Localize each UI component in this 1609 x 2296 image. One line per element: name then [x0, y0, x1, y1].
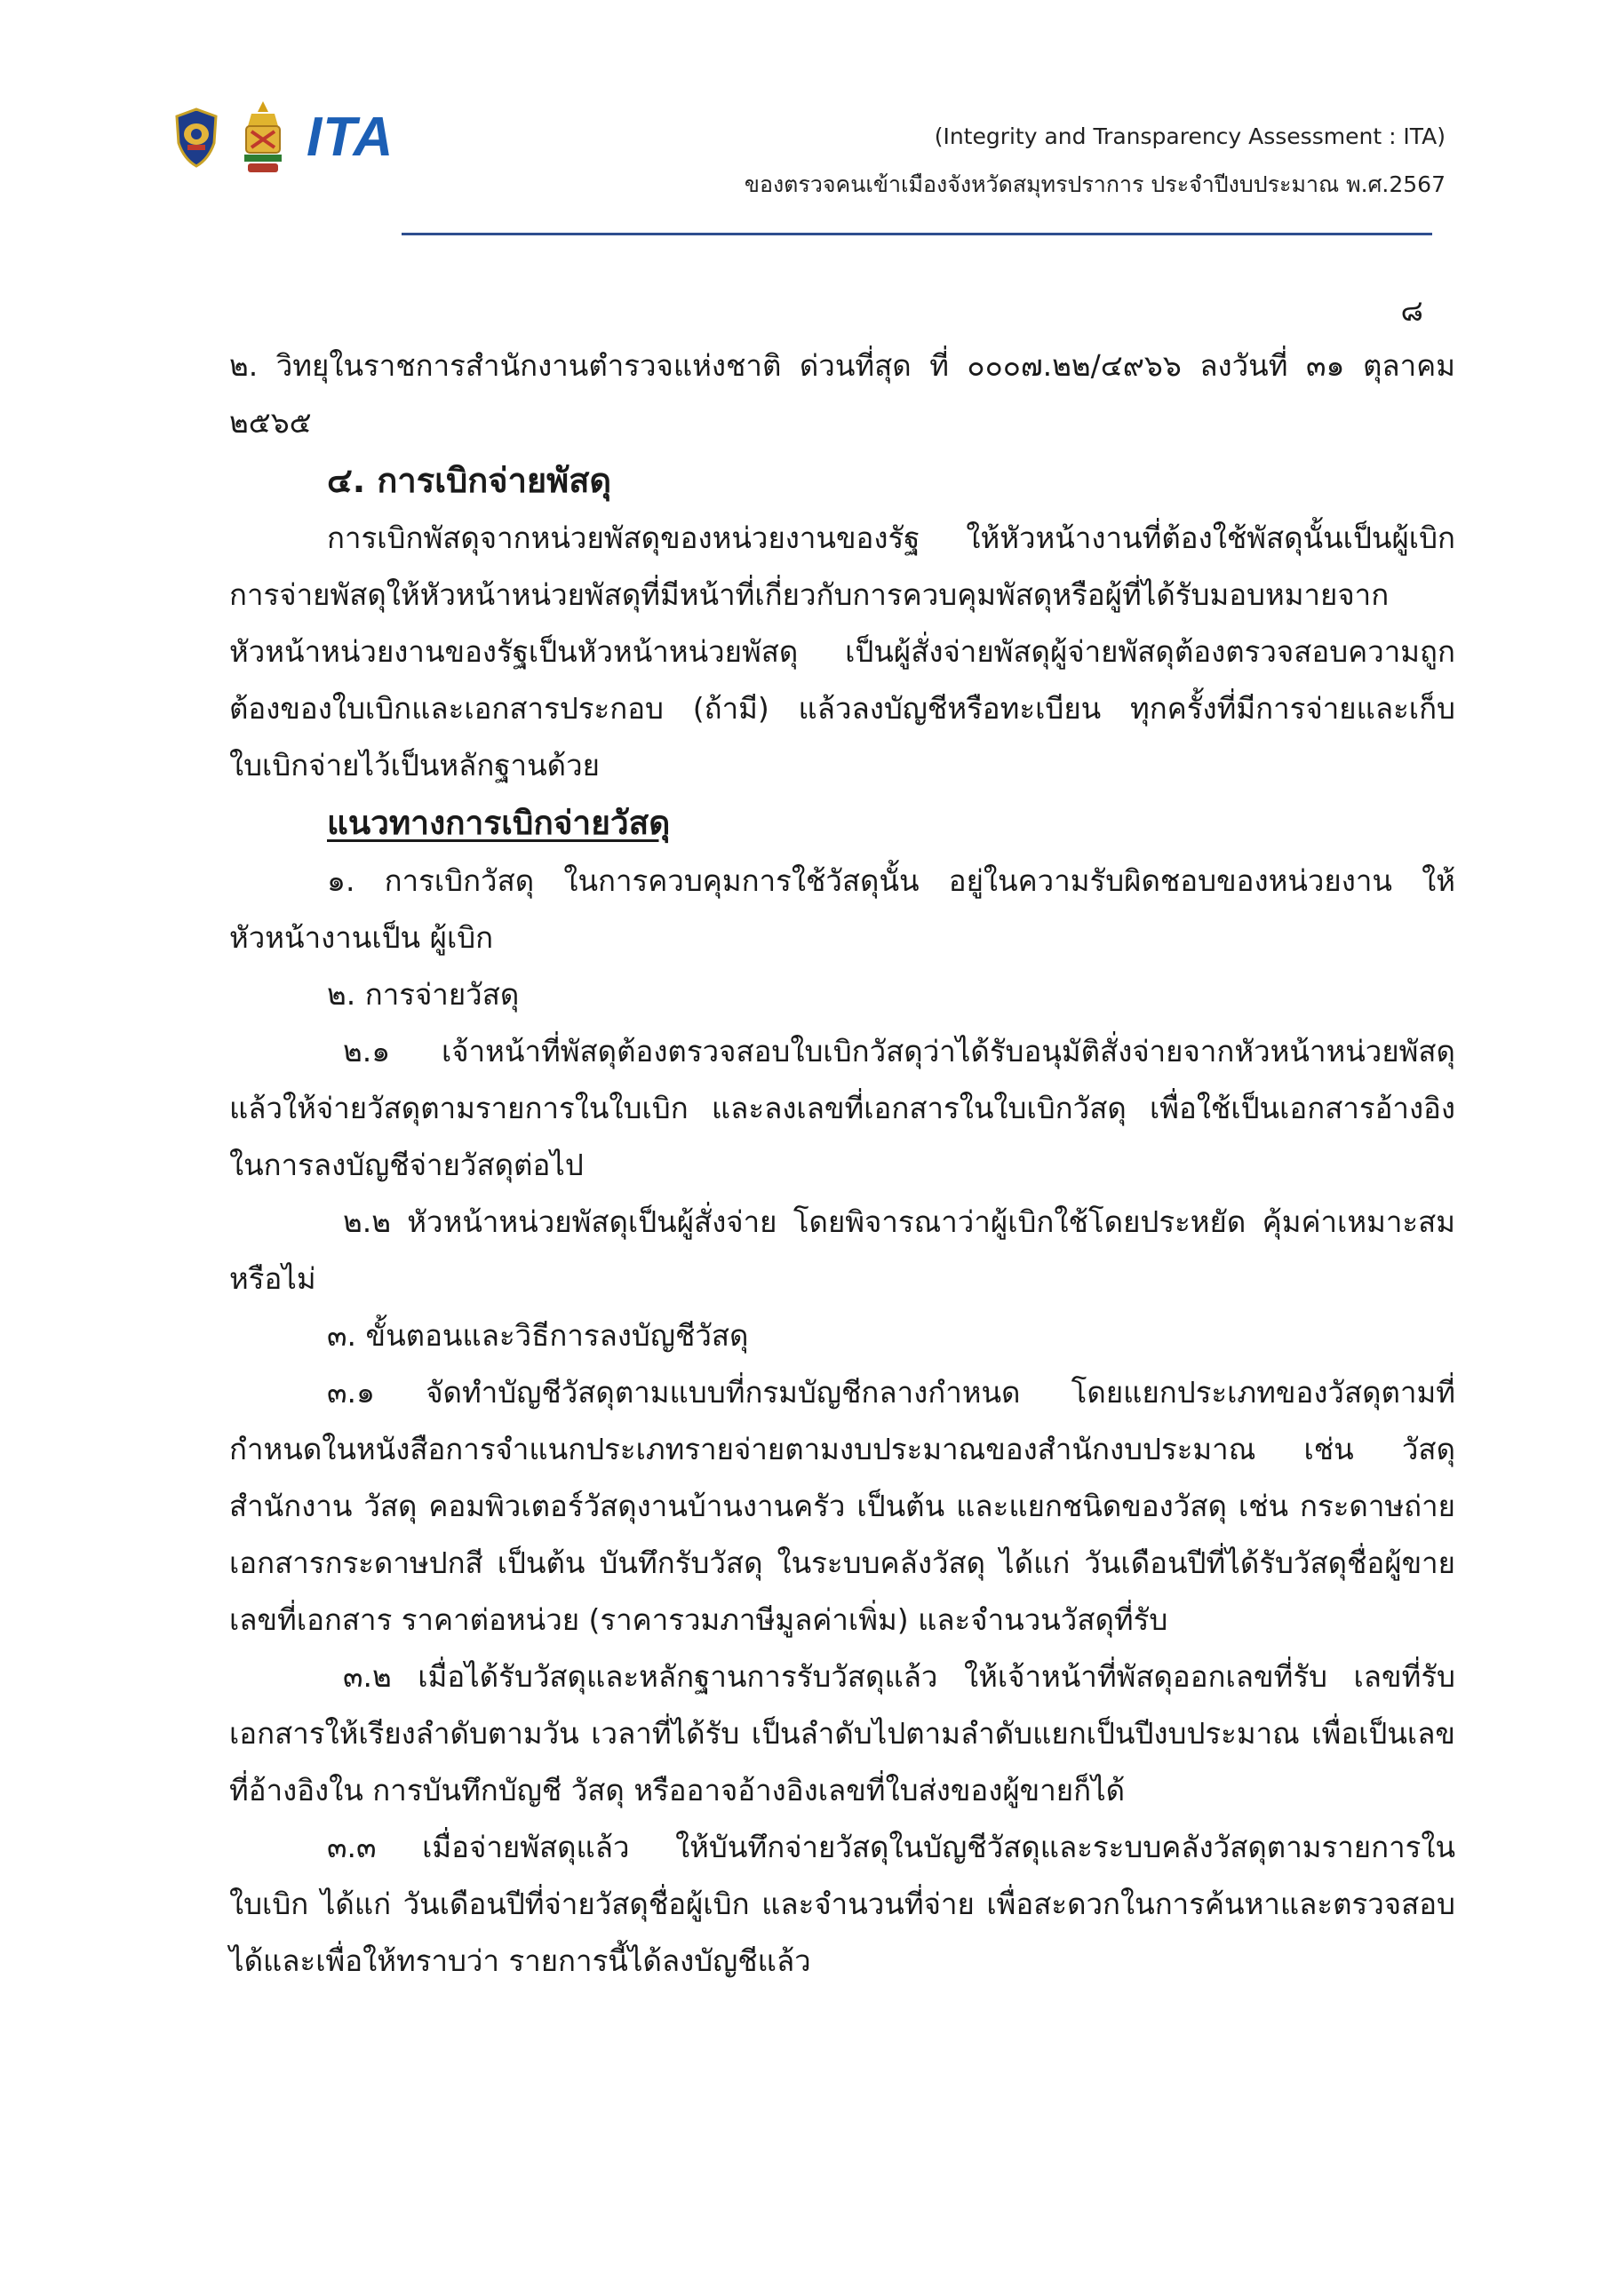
item-1: ๑. การเบิกวัสดุ ในการควบคุมการใช้วัสดุนั้น อยู่ในความรับผิดชอบของหน่วยงาน ให้หัวหน้างานเป็น ผู้เบิก — [229, 863, 1455, 955]
item-2-1: ๒.๑ เจ้าหน้าที่พัสดุต้องตรวจสอบใบเบิกวัสดุว่าได้รับอนุมัติสั่งจ่ายจากหัวหน้าหน่วยพัสดุแล้วให้จ่ายวัสดุตามรายการในใบเบิก และลงเลขที่เอกสารในใบเบิกวัสดุ เพื่อใช้เป็นเอกสารอ้างอิงในการลงบัญชีจ่ายวัสดุต่อไป — [229, 1034, 1455, 1182]
item-3-2: ๓.๒ เมื่อได้รับวัสดุและหลักฐานการรับวัสดุแล้ว ให้เจ้าหน้าที่พัสดุออกเลขที่รับ เลขที่รับเอกสารให้เรียงลำดับตามวัน เวลาที่ได้รับ เป็นลำดับไปตามลำดับแยกเป็นปีงบประมาณ เพื่อเป็นเลขที่อ้างอิงใน การบันทึกบัญชี วัสดุ หรืออาจอ้างอิงเลขที่ใบส่งของผู้ขายก็ได้ — [229, 1659, 1455, 1807]
header-divider — [402, 233, 1432, 235]
guideline-heading-text: แนวทางการเบิกจ่ายวัสดุ — [327, 804, 671, 842]
header-info — [745, 119, 1446, 203]
item-3: ๓. ขั้นตอนและวิธีการลงบัญชีวัสดุ — [327, 1318, 749, 1353]
section-4-heading: ๔. การเบิกจ่ายพัสดุ — [327, 461, 612, 500]
document-body — [229, 284, 1455, 1990]
item-3-1: ๓.๑ จัดทำบัญชีวัสดุตามแบบที่กรมบัญชีกลางกำหนด โดยแยกประเภทของวัสดุตามที่ กำหนดในหนังสือการจำแนกประเภทรายจ่ายตามงบประมาณของสำนักงบประมาณ เช่น วัสดุสำนักงาน วัสดุ คอมพิวเตอร์วัสดุงานบ้านงานครัว เป็นต้น และแยกชนิดของวัสดุ เช่น กระดาษถ่ายเอกสารกระดาษปกสี เป็นต้น บันทึกรับวัสดุ ในระบบคลังวัสดุ ได้แก่ วันเดือนปีที่ได้รับวัสดุชื่อผู้ขาย เลขที่เอกสาร ราคาต่อหน่วย (ราคารวมภาษีมูลค่าเพิ่ม) และจำนวนวัสดุที่รับ — [229, 1375, 1455, 1637]
item-3-3: ๓.๓ เมื่อจ่ายพัสดุแล้ว ให้บันทึกจ่ายวัสดุในบัญชีวัสดุและระบบคลังวัสดุตามรายการในใบเบิก ได้แก่ วันเดือนปีที่จ่ายวัสดุชื่อผู้เบิก และจำนวนที่จ่าย เพื่อสะดวกในการค้นหาและตรวจสอบได้และเพื่อให้ทราบว่า รายการนี้ได้ลงบัญชีแล้ว — [229, 1830, 1455, 1978]
guideline-heading — [229, 794, 1455, 853]
page-number: ๘ — [1400, 293, 1423, 328]
header-subtitle-th: ของตรวจคนเข้าเมืองจังหวัดสมุทรปราการ ประจำปีงบประมาณ พ.ศ.2567 — [744, 171, 1446, 197]
royal-crest-icon — [239, 99, 287, 176]
header-title-en: (Integrity and Transparency Assessment : ITA) — [934, 123, 1446, 149]
reference-paragraph: ๒. วิทยุในราชการสำนักงานตำรวจแห่งชาติ ด่วนที่สุด ที่ ๐๐๐๗.๒๒/๔๙๖๖ ลงวันที่ ๓๑ ตุลาคม ๒๕๖๕ — [229, 348, 1455, 440]
ita-logo-text: ITA — [307, 107, 394, 168]
page-header — [0, 0, 1609, 249]
section-4-paragraph: การเบิกพัสดุจากหน่วยพัสดุของหน่วยงานของรัฐ ให้หัวหน้างานที่ต้องใช้พัสดุนั้นเป็นผู้เบิก การจ่ายพัสดุให้หัวหน้าหน่วยพัสดุที่มีหน้าที่เกี่ยวกับการควบคุมพัสดุหรือผู้ที่ได้รับมอบหมายจากหัวหน้าหน่วยงานของรัฐเป็นหัวหน้าหน่วยพัสดุ เป็นผู้สั่งจ่ายพัสดุผู้จ่ายพัสดุต้องตรวจสอบความถูกต้องของใบเบิกและเอกสารประกอบ (ถ้ามี) แล้วลงบัญชีหรือทะเบียน ทุกครั้งที่มีการจ่ายและเก็บใบเบิกจ่ายไว้เป็นหลักฐานด้วย — [229, 520, 1455, 783]
logo-group — [173, 99, 394, 176]
item-2: ๒. การจ่ายวัสดุ — [327, 977, 520, 1012]
item-2-2: ๒.๒ หัวหน้าหน่วยพัสดุเป็นผู้สั่งจ่าย โดยพิจารณาว่าผู้เบิกใช้โดยประหยัด คุ้มค่าเหมาะสม หรือไม่ — [229, 1204, 1455, 1296]
immigration-badge-icon — [173, 107, 219, 168]
